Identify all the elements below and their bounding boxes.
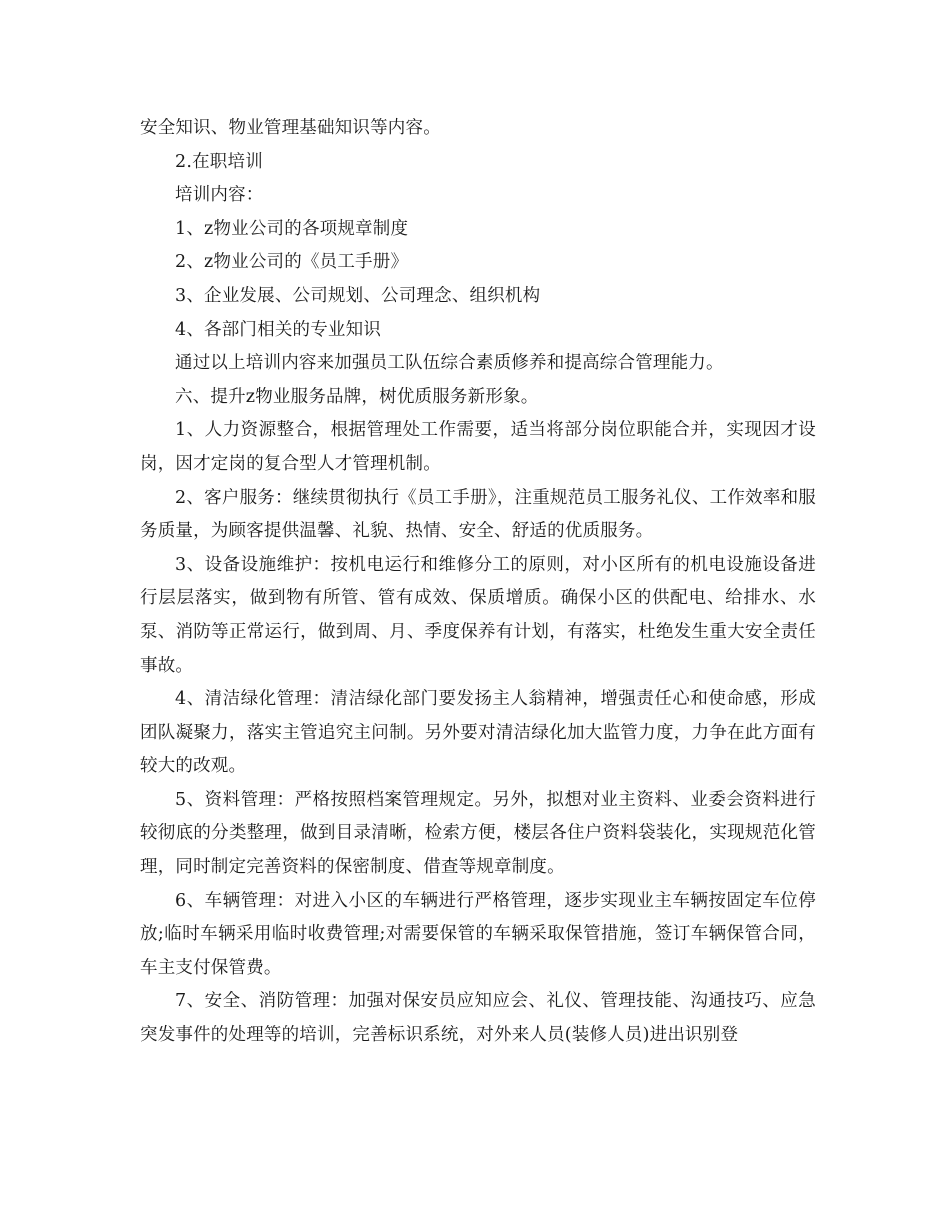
paragraph: 2、z物业公司的《员工手册》 (175, 252, 409, 273)
paragraph: 3、设备设施维护：按机电运行和维修分工的原则，对小区所有的机电设施设备进行层层落实，做到物有所管、管有成效、保质增质。确保小区的供配电、给排水、水泵、消防等正常运行，做到周、月、季度保养有计划，有落实，杜绝发生重大安全责任事故。 (140, 554, 816, 676)
paragraph: 6、车辆管理：对进入小区的车辆进行严格管理，逐步实现业主车辆按固定车位停放;临时车辆采用临时收费管理;对需要保管的车辆采取保管措施，签订车辆保管合同，车主支付保管费。 (140, 890, 816, 978)
paragraph: 4、各部门相关的专业知识 (175, 319, 382, 340)
document-body (140, 112, 816, 1053)
paragraph: 1、人力资源整合，根据管理处工作需要，适当将部分岗位职能合并，实现因才设岗，因才定岗的复合型人才管理机制。 (140, 420, 816, 474)
paragraph: 7、安全、消防管理：加强对保安员应知应会、礼仪、管理技能、沟通技巧、应急突发事件的处理等的培训，完善标识系统，对外来人员(装修人员)进出识别登 (140, 991, 816, 1046)
section-heading: 六、提升z物业服务品牌，树优质服务新形象。 (175, 386, 539, 407)
paragraph: 通过以上培训内容来加强员工队伍综合素质修养和提高综合管理能力。 (175, 353, 724, 374)
paragraph: 4、清洁绿化管理：清洁绿化部门要发扬主人翁精神，增强责任心和使命感，形成团队凝聚力，落实主管追究主问制。另外要对清洁绿化加大监管力度，力争在此方面有较大的改观。 (140, 689, 816, 777)
paragraph: 培训内容： (175, 185, 264, 206)
paragraph: 2.在职培训 (175, 151, 263, 172)
paragraph: 5、资料管理：严格按照档案管理规定。另外，拟想对业主资料、业委会资料进行较彻底的分类整理，做到目录清晰，检索方便，楼层各住户资料袋装化，实现规范化管理，同时制定完善资料的保密制度、借查等规章制度。 (140, 789, 816, 878)
paragraph: 安全知识、物业管理基础知识等内容。 (140, 118, 441, 138)
paragraph: 2、客户服务：继续贯彻执行《员工手册》，注重规范员工服务礼仪、工作效率和服务质量，为顾客提供温馨、礼貌、热情、安全、舒适的优质服务。 (140, 487, 816, 542)
paragraph: 3、企业发展、公司规划、公司理念、组织机构 (175, 285, 541, 306)
paragraph: 1、z物业公司的各项规章制度 (175, 218, 409, 239)
